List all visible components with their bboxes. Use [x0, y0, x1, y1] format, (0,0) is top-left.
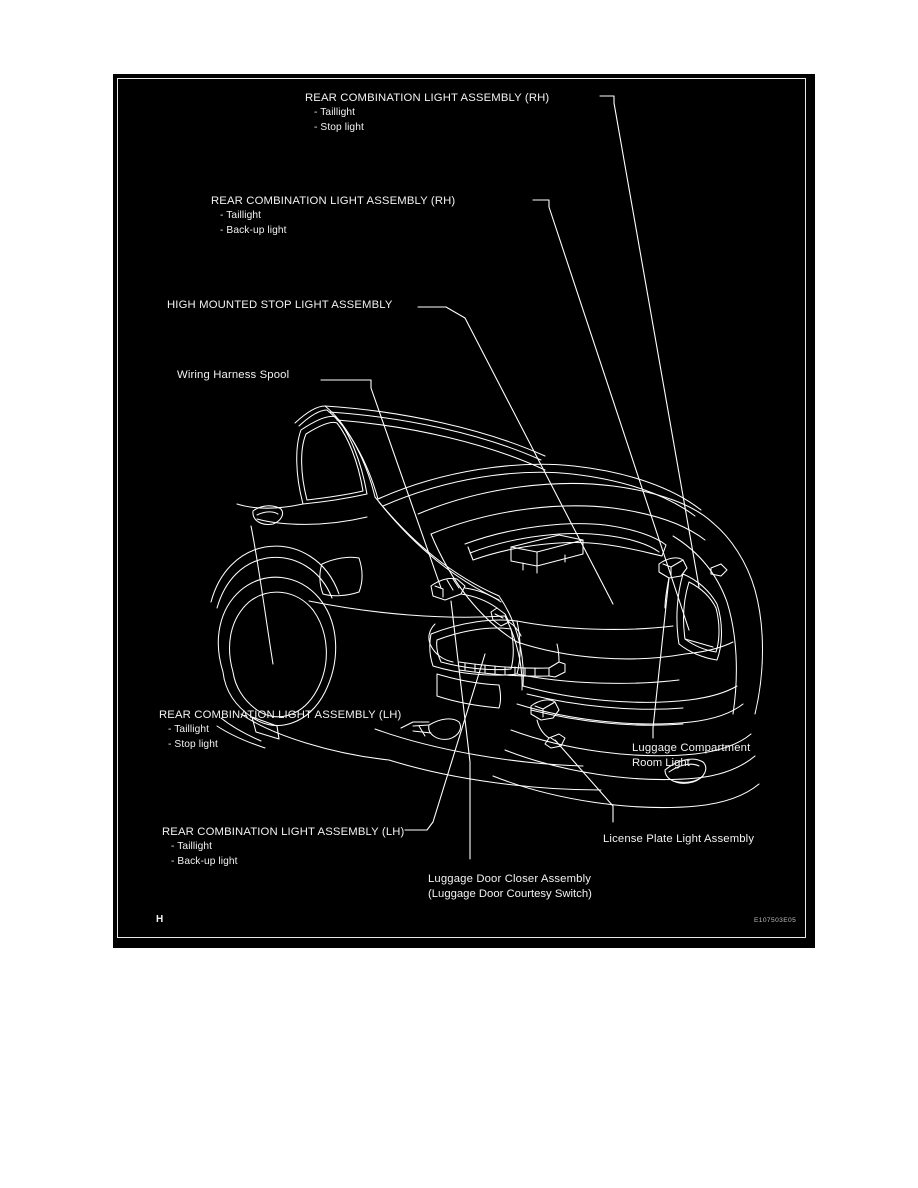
callout-item: - Back-up light [220, 224, 287, 236]
callout-item: Room Light [632, 757, 690, 770]
callout-luggage-compartment-room-light [632, 743, 750, 770]
callout-wiring-harness-spool [177, 370, 289, 381]
figure-code: E107503E05 [754, 917, 797, 924]
callout-title: REAR COMBINATION LIGHT ASSEMBLY (LH) [159, 709, 402, 721]
callout-rear-combination-light-rh-backup [211, 196, 455, 236]
callout-title: REAR COMBINATION LIGHT ASSEMBLY (LH) [162, 826, 405, 838]
callout-item: - Taillight [171, 841, 213, 853]
illustration-panel [113, 74, 815, 948]
callout-license-plate-light [603, 834, 754, 845]
callout-item: - Stop light [168, 738, 218, 750]
callout-item: - Taillight [220, 210, 262, 222]
callout-title: REAR COMBINATION LIGHT ASSEMBLY (RH) [305, 92, 550, 104]
callout-rear-combination-light-lh-stop [159, 710, 401, 750]
callout-title: HIGH MOUNTED STOP LIGHT ASSEMBLY [167, 299, 393, 311]
corner-mark: H [156, 914, 164, 925]
callout-title: Wiring Harness Spool [177, 369, 290, 381]
callout-rear-combination-light-lh-backup [162, 827, 404, 867]
callout-item: - Taillight [314, 107, 356, 119]
callout-luggage-door-closer [428, 874, 592, 901]
callout-title: REAR COMBINATION LIGHT ASSEMBLY (RH) [211, 195, 456, 207]
callout-item: - Stop light [314, 121, 364, 133]
callout-rear-combination-light-rh-stop [305, 93, 549, 133]
callout-item: - Back-up light [171, 855, 238, 867]
callout-item: - Taillight [168, 724, 210, 736]
callout-item: (Luggage Door Courtesy Switch) [428, 888, 592, 901]
callout-title: License Plate Light Assembly [603, 833, 755, 845]
callout-high-mounted-stop-light [167, 300, 393, 311]
callout-title: Luggage Door Closer Assembly [428, 873, 592, 885]
callout-title: Luggage Compartment [632, 742, 751, 754]
